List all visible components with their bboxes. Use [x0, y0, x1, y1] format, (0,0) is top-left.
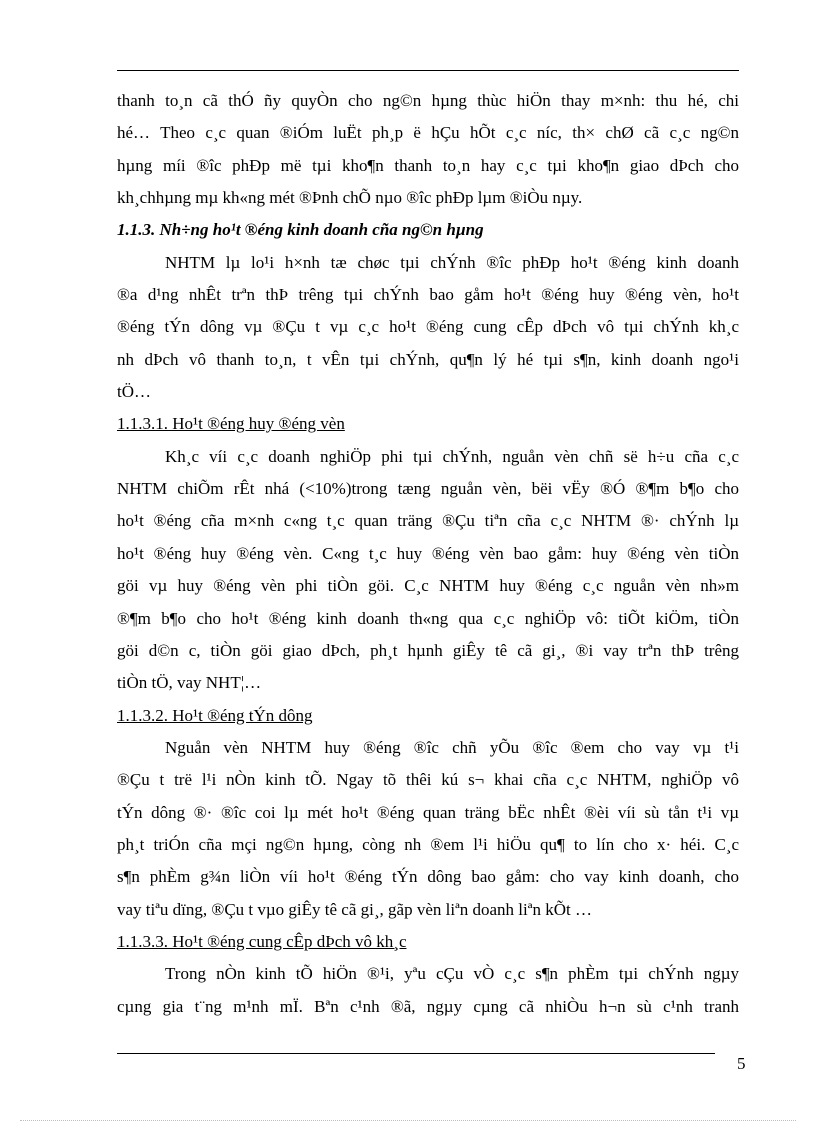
page-boundary — [20, 1120, 796, 1121]
text-line: göi vµ huy ®éng vèn phi tiÒn göi. C¸c NHTM huy ®éng c¸c nguån vèn nh»m — [117, 576, 739, 596]
page-number: 5 — [737, 1054, 746, 1073]
text-line: tÝn dông ®· ®îc coi lµ mét ho¹t ®éng quan träng bËc nhÊt ®èi víi sù tån t¹i vµ — [117, 802, 739, 822]
text-line: NHTM chiÕm rÊt nhá (<10%)trong tæng nguån vèn, bëi vËy ®Ó ®¶m b¶o cho — [117, 479, 739, 499]
text-line: göi d©n c, tiÒn göi giao dÞch, ph¸t hµnh giÊy tê cã gi¸, ®i vay trªn thÞ trêng — [117, 640, 739, 660]
subsection-heading: 1.1.3.2. Ho¹t ®éng tÝn dông — [117, 705, 313, 725]
subsection-heading: 1.1.3.1. Ho¹t ®éng huy ®éng vèn — [117, 414, 345, 434]
text-line: tÖ… — [117, 382, 151, 402]
text-line: Kh¸c víi c¸c doanh nghiÖp phi tµi chÝnh, nguån vèn chñ së h÷u cña c¸c — [165, 446, 739, 466]
section-heading: 1.1.3. Nh÷ng ho¹t ®éng kinh doanh cña ng©n hµng — [117, 220, 484, 240]
header-rule — [117, 70, 739, 71]
text-line: ®¶m b¶o cho ho¹t ®éng kinh doanh th«ng qua c¸c nghiÖp vô: tiÕt kiÖm, tiÒn — [117, 608, 739, 628]
subsection-heading: 1.1.3.3. Ho¹t ®éng cung cÊp dÞch vô kh¸c — [117, 931, 407, 951]
text-line: Nguån vèn NHTM huy ®éng ®îc chñ yÕu ®îc ®em cho vay vµ t¹i — [165, 737, 739, 757]
footer-rule — [117, 1053, 715, 1054]
text-line: tiÒn tÖ, vay NHT¦… — [117, 673, 262, 693]
text-line: cµng gia t¨ng m¹nh mÏ. Bªn c¹nh ®ã, ngµy cµng cã nhiÒu h¬n sù c¹nh tranh — [117, 996, 739, 1016]
text-line: NHTM lµ lo¹i h×nh tæ chøc tµi chÝnh ®îc phÐp ho¹t ®éng kinh doanh — [165, 252, 739, 272]
text-line: Trong nÒn kinh tÕ hiÖn ®¹i, yªu cÇu vÒ c¸c s¶n phÈm tµi chÝnh ngµy — [165, 964, 739, 984]
text-line: thanh to¸n cã thÓ ñy quyÒn cho ng©n hµng thùc hiÖn thay m×nh: thu hé, chi — [117, 91, 739, 110]
text-line: ho¹t ®éng cña m×nh c«ng t¸c quan träng ®Çu tiªn cña c¸c NHTM ®· chÝnh lµ — [117, 511, 739, 531]
text-line: vay tiªu dïng, ®Çu t vµo giÊy tê cã gi¸, gãp vèn liªn doanh liªn kÕt … — [117, 899, 592, 919]
text-line: hé… Theo c¸c quan ®iÓm luËt ph¸p ë hÇu hÕt c¸c níc, th× chØ cã c¸c ng©n — [117, 123, 739, 143]
text-line: hµng míi ®îc phÐp më tµi kho¶n thanh to¸n hay c¸c tµi kho¶n giao dÞch cho — [117, 155, 739, 175]
text-line: ho¹t ®éng huy ®éng vèn. C«ng t¸c huy ®éng vèn bao gåm: huy ®éng vèn tiÒn — [117, 543, 739, 563]
text-line: ®éng tÝn dông vµ ®Çu t vµ c¸c ho¹t ®éng cung cÊp dÞch vô tµi chÝnh kh¸c — [117, 317, 739, 337]
text-line: ph¸t triÓn cña mçi ng©n hµng, còng nh ®em l¹i hiÖu qu¶ to lín cho x· héi. C¸c — [117, 834, 739, 854]
text-line: ®Çu t trë l¹i nÒn kinh tÕ. Ngay tõ thêi kú s¬ khai cña c¸c NHTM, nghiÖp vô — [117, 770, 739, 790]
text-line: ®a d¹ng nhÊt trªn thÞ trêng tµi chÝnh bao gåm ho¹t ®éng huy ®éng vèn, ho¹t — [117, 285, 739, 305]
text-line: kh¸chhµng mµ kh«ng mét ®Þnh chÕ nµo ®îc phÐp lµm ®iÒu nµy. — [117, 188, 583, 208]
text-line: s¶n phÈm g¾n liÒn víi ho¹t ®éng tÝn dông bao gåm: cho vay kinh doanh, cho — [117, 867, 739, 887]
text-line: nh dÞch vô thanh to¸n, t vÊn tµi chÝnh, qu¶n lý hé tµi s¶n, kinh doanh ngo¹i — [117, 349, 739, 369]
document-body — [117, 85, 739, 1023]
